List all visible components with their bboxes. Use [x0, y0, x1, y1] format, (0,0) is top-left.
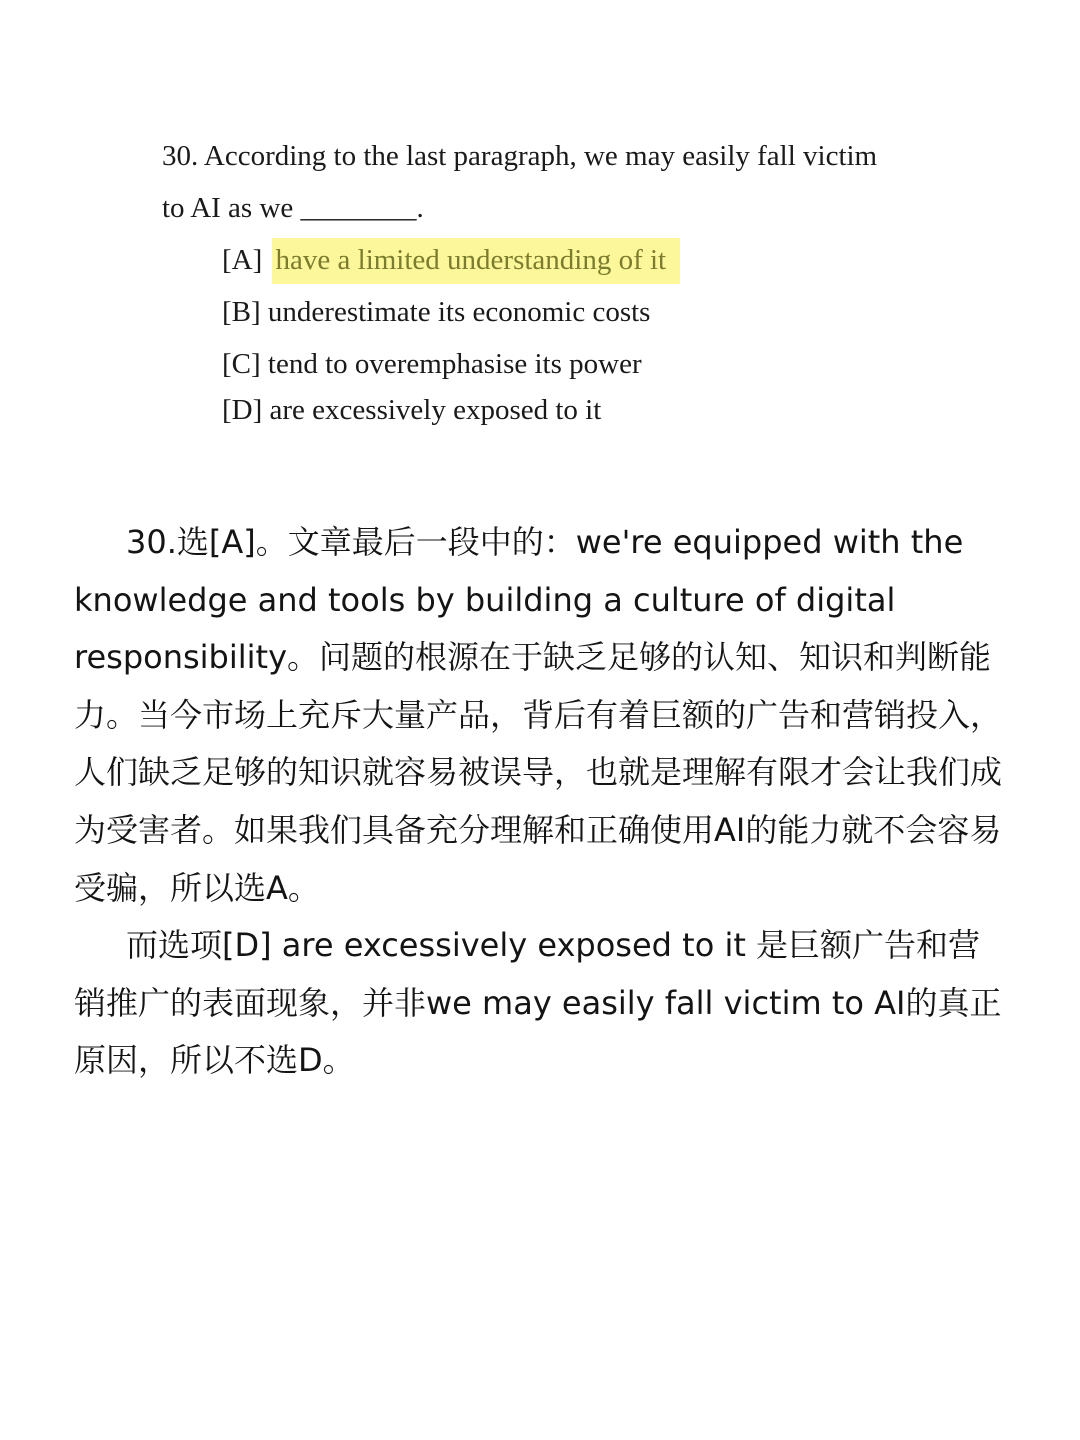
option-a-highlighted-text: have a limited understanding of it — [272, 238, 681, 284]
option-d-letter: [D] — [222, 394, 263, 426]
option-a — [222, 244, 680, 277]
question-stem-line-1: 30. According to the last paragraph, we may easily fall victim — [162, 140, 878, 172]
option-b-letter: [B] — [222, 296, 261, 328]
question-stem-line-2: to AI as we ________. — [162, 192, 424, 224]
answer-explanation — [74, 514, 1004, 1090]
option-b-text: underestimate its economic costs — [267, 296, 651, 328]
explanation-paragraph-1: 30.选[A]。文章最后一段中的：we're equipped with the knowledge and tools by building a culture of digital responsibility。问题的根源在于缺乏足够的认知、知识和判断能力。当今市场上充斥大量产品，背后有着巨额的广告和营销投入，人们缺乏足够的知识就容易被误导，也就是理解有限才会让我们成为受害者。如果我们具备充分理解和正确使用AI的能力就不会容易受骗，所以选A。 — [74, 523, 1003, 907]
option-b — [222, 296, 650, 329]
option-d-text: are excessively exposed to it — [269, 394, 602, 426]
option-a-letter: [A] — [222, 244, 263, 276]
option-c-letter: [C] — [222, 348, 261, 380]
option-d — [222, 394, 601, 427]
explanation-paragraph-2: 而选项[D] are excessively exposed to it 是巨额广告和营销推广的表面现象，并非we may easily fall victim to AI的真正原因，所以不选D。 — [74, 926, 1002, 1080]
option-c — [222, 348, 642, 381]
option-c-text: tend to overemphasise its power — [267, 348, 642, 380]
